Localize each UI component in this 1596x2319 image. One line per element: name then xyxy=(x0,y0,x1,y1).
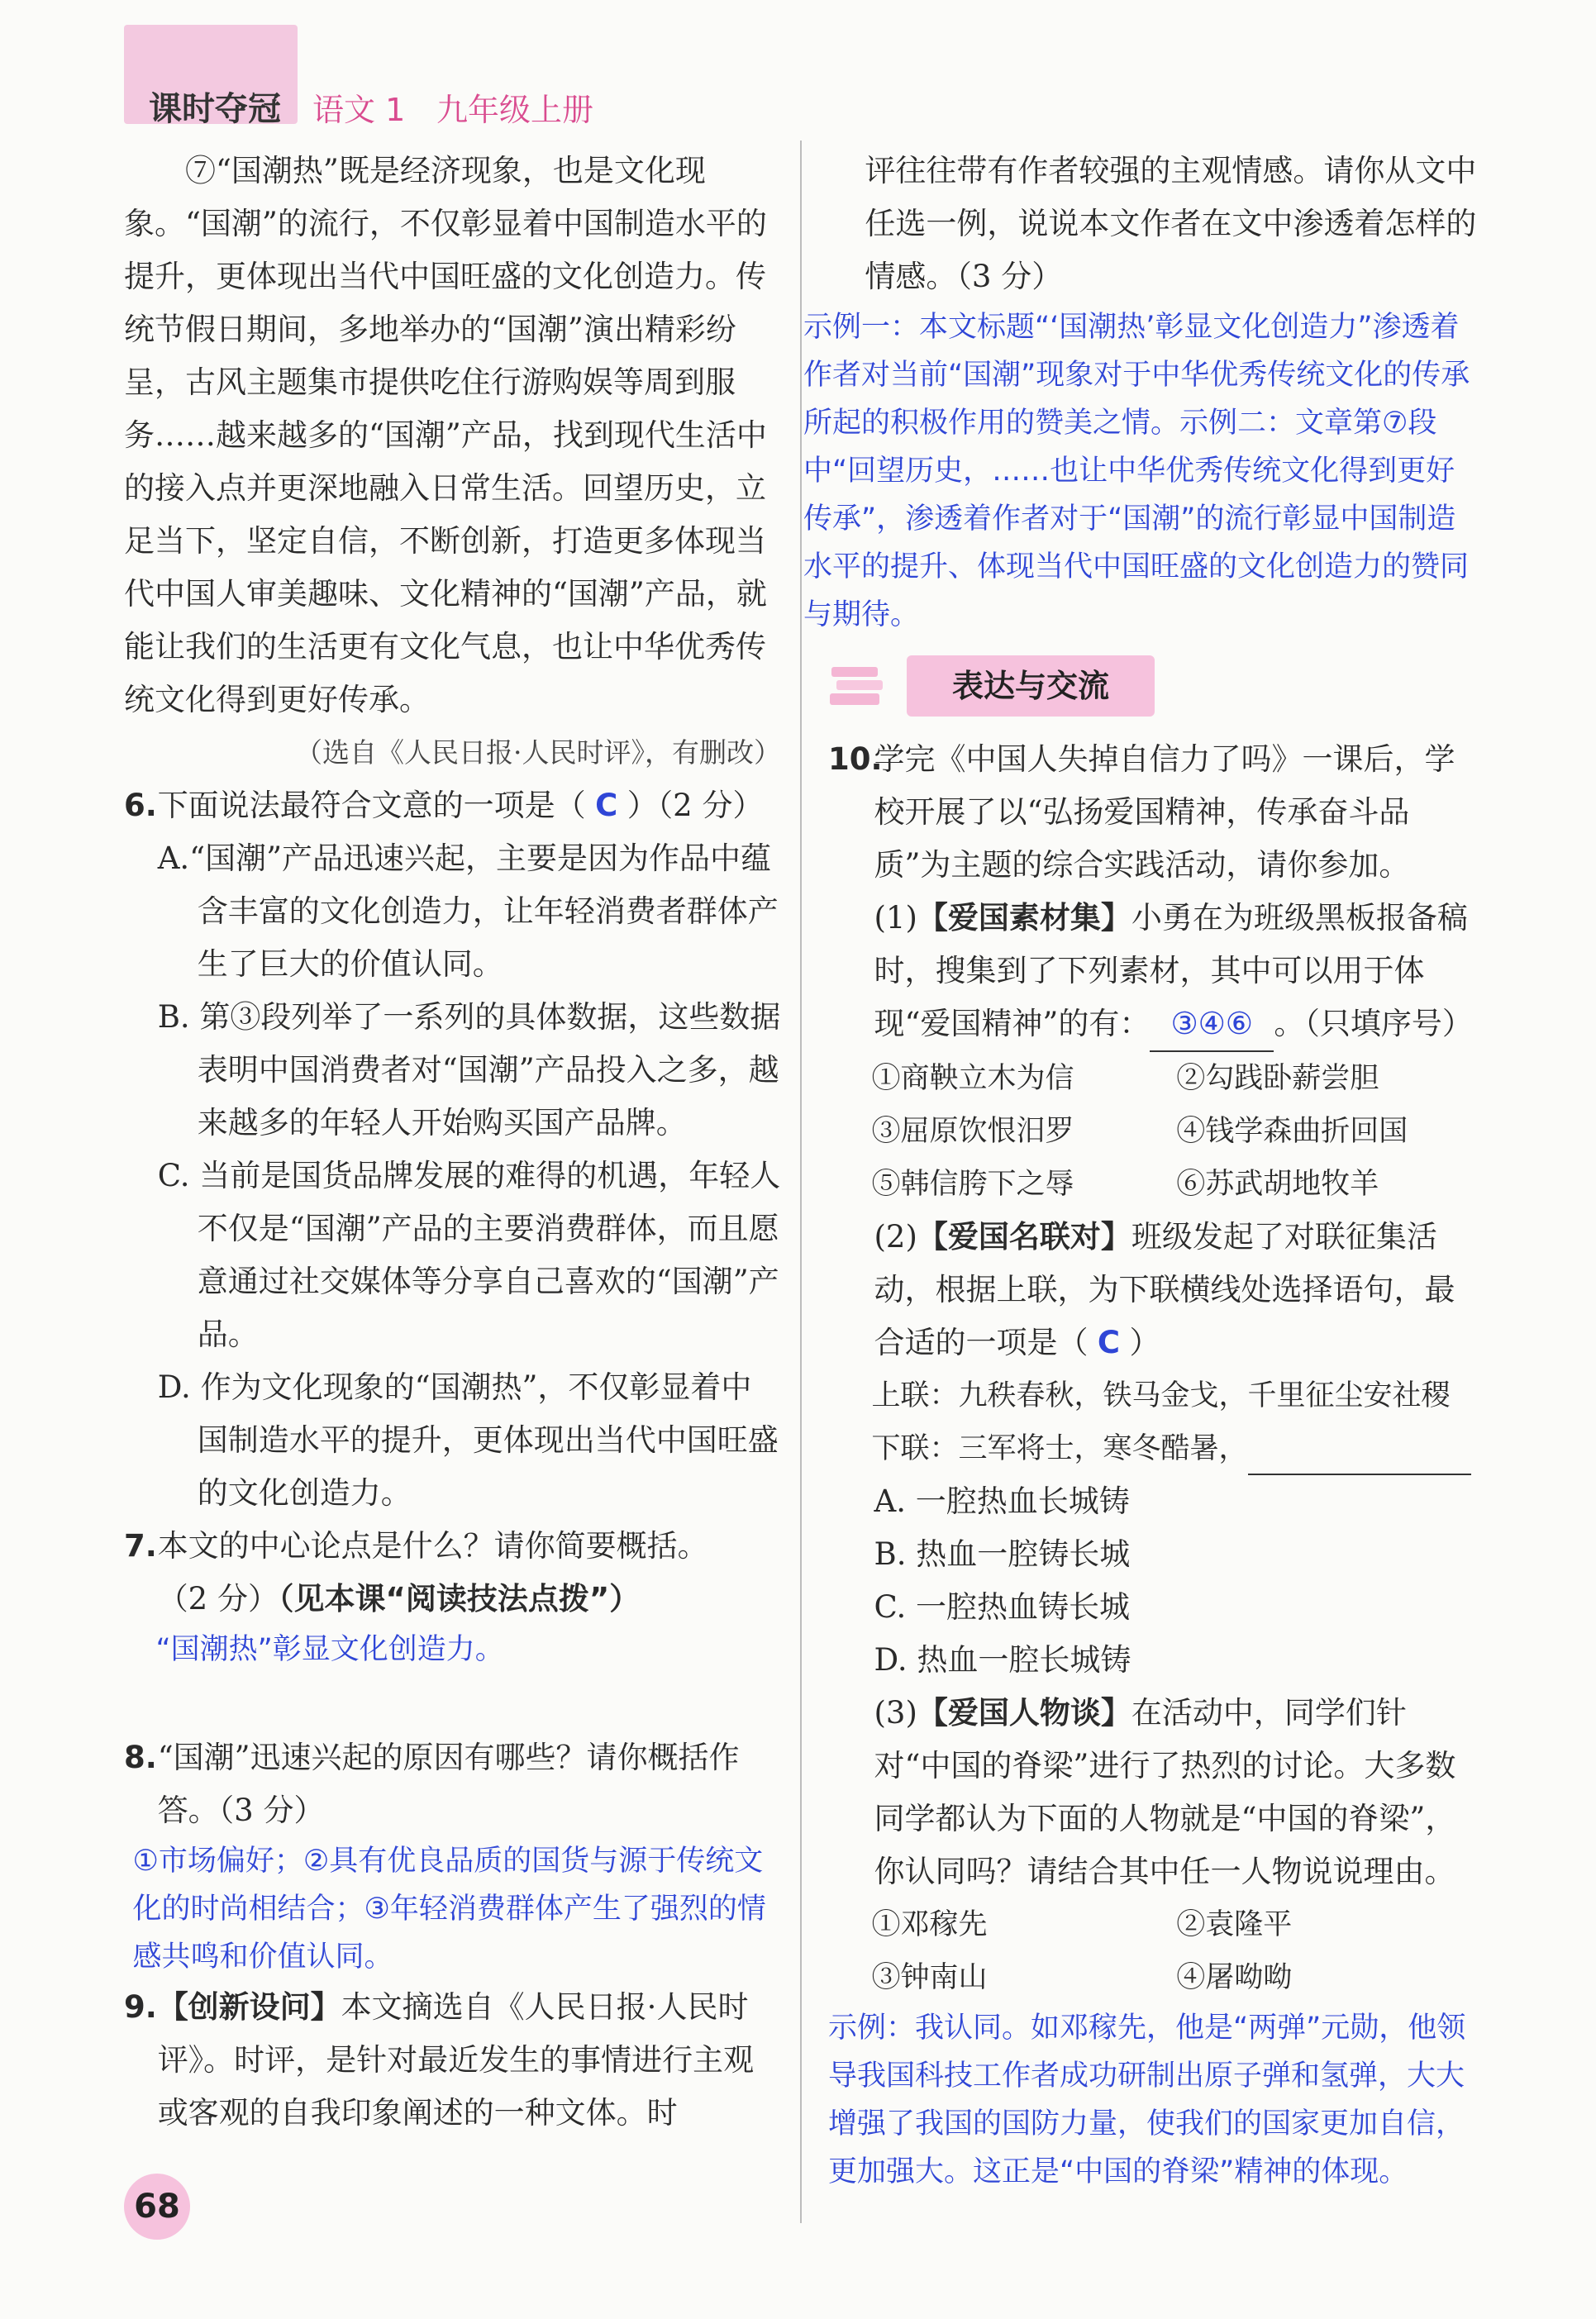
question-7 xyxy=(124,1520,781,1626)
question-8 xyxy=(124,1731,781,1837)
right-column xyxy=(803,145,1481,2196)
sub-tag: 【爱国名联对】 xyxy=(917,1219,1131,1255)
answer-10-3: 示例：我认同。如邓稼先，他是“两弹”元勋，他领导我国科技工作者成功研制出原子弹和氢弹，大大增强了我国的国防力量，使我们的国家更加自信，更加强大。这正是“中国的脊梁”精神的体现。 xyxy=(828,2012,1466,2188)
list-item: ④屠呦呦 xyxy=(1176,1961,1293,1994)
answer-7: “国潮热”彰显文化创造力。 xyxy=(155,1633,504,1666)
sub-text: 班级发起了对联征集活动，根据上联，为下联横线处选择语句，最合适的一项是（ xyxy=(874,1219,1455,1360)
method-hint: （见本课“阅读技法点拨”） xyxy=(279,1581,641,1617)
answer-choice: C xyxy=(1097,1325,1121,1360)
column-divider xyxy=(800,140,802,2223)
option-b: B. 热血一腔铸长城 xyxy=(874,1536,1131,1572)
header-brand: 课时夺冠 xyxy=(149,90,281,128)
question-9 xyxy=(124,1981,781,2140)
question-number: 8. xyxy=(124,1740,157,1775)
option-d: D. 热血一腔长城铸 xyxy=(874,1642,1131,1678)
sub-tag: 【爱国素材集】 xyxy=(917,900,1131,936)
couplet-lower xyxy=(828,1422,1481,1475)
question-score: ）（2 分） xyxy=(626,788,764,823)
list-item: ④钱学森曲折回国 xyxy=(1176,1115,1408,1148)
sub-text: 小勇在为班级黑板报备稿时，搜集到了下列素材，其中可以用于体现“爱国精神”的有： xyxy=(874,900,1468,1041)
question-tag: 【创新设问】 xyxy=(157,1989,341,2025)
paragraph-7: ⑦“国潮热”既是经济现象，也是文化现象。“国潮”的流行，不仅彰显着中国制造水平的提升，更体现出当代中国旺盛的文化创造力。传统节假日期间，多地举办的“国潮”演出精彩纷呈，古风主题集市提供吃住行游购娱等周到服务……越来越多的“国潮”产品，找到现代生活中的接入点并更深地融入日常生活。回望历史，立足当下，坚定自信，不断创新，打造更多体现当代中国人审美趣味、文化精神的“国潮”产品，就能让我们的生活更有文化气息，也让中华优秀传统文化得到更好传承。 xyxy=(124,153,767,717)
question-stem: 学完《中国人失掉自信力了吗》一课后，学校开展了以“弘扬爱国精神，传承奋斗品质”为主题的综合实践活动，请你参加。 xyxy=(874,741,1455,883)
question-9-continued: 评往往带有作者较强的主观情感。请你从文中任选一例，说说本文作者在文中渗透着怎样的情感。（3 分） xyxy=(865,153,1477,294)
sub-prefix: (2) xyxy=(874,1219,917,1255)
question-stem: “国潮”迅速兴起的原因有哪些？请你概括作答。（3 分） xyxy=(157,1740,740,1828)
header-subject: 语文 1 xyxy=(312,92,406,128)
list-item: ③屈原饮恨汨罗 xyxy=(871,1115,1074,1148)
header-grade: 九年级上册 xyxy=(436,92,594,128)
sub-question-2 xyxy=(828,1211,1481,1369)
list-item: ⑥苏武胡地牧羊 xyxy=(1176,1168,1379,1201)
section-title xyxy=(828,650,1481,725)
sub-question-1 xyxy=(828,892,1481,1052)
question-number: 9. xyxy=(124,1989,157,2025)
answer-line xyxy=(1248,1440,1471,1475)
people-list xyxy=(828,1898,1481,2004)
sub-close: ） xyxy=(1129,1325,1160,1360)
sub-question-3 xyxy=(828,1687,1481,1898)
couplet-lower-text: 下联：三军将士，寒冬酷暑， xyxy=(871,1432,1248,1465)
sub-suffix: 。（只填序号） xyxy=(1274,1006,1473,1041)
question-stem: 本文摘选自《人民日报·人民时评》。时评，是针对最近发生的事情进行主观或客观的自我印象阐述的一种文体。时 xyxy=(157,1989,755,2131)
sub-prefix: (1) xyxy=(874,900,917,936)
question-stem: 本文的中心论点是什么？请你简要概括。 xyxy=(157,1528,708,1564)
option-a: A. 一腔热血长城铸 xyxy=(874,1483,1130,1519)
left-column xyxy=(124,145,781,2140)
list-item: ⑤韩信胯下之辱 xyxy=(871,1168,1074,1201)
option-a: A.“国潮”产品迅速兴起，主要是因为作品中蕴含丰富的文化创造力，让年轻消费者群体产生了巨大的价值认同。 xyxy=(157,840,779,982)
answer-blank: ③④⑥ xyxy=(1150,998,1274,1052)
material-list xyxy=(828,1052,1481,1211)
option-b: B. 第③段列举了一系列的具体数据，这些数据表明中国消费者对“国潮”产品投入之多，越来越多的年轻人开始购买国产品牌。 xyxy=(157,999,781,1140)
answer-choice: C xyxy=(595,788,618,823)
option-c: C. 一腔热血铸长城 xyxy=(874,1589,1131,1625)
sub-prefix: (3) xyxy=(874,1695,917,1731)
list-item: ②勾践卧薪尝胆 xyxy=(1176,1062,1379,1095)
list-item: ①邓稼先 xyxy=(871,1908,988,1941)
book-stack-icon xyxy=(828,660,888,712)
option-c: C. 当前是国货品牌发展的难得的机遇，年轻人不仅是“国潮”产品的主要消费群体，而且愿意通过社交媒体等分享自己喜欢的“国潮”产品。 xyxy=(157,1158,781,1352)
question-score: （2 分） xyxy=(157,1581,279,1617)
answer-8: ①市场偏好；②具有优良品质的国货与源于传统文化的时尚相结合；③年轻消费群体产生了强烈的情感共鸣和价值认同。 xyxy=(132,1845,766,1974)
question-6 xyxy=(124,779,781,832)
answer-9: 示例一：本文标题“‘国潮热’彰显文化创造力”渗透着作者对当前“国潮”现象对于中华优秀传统文化的传承所起的积极作用的赞美之情。示例二：文章第⑦段中“回望历史，……也让中华优秀传统文化得到更好传承”，渗透着作者对于“国潮”的流行彰显中国制造水平的提升、体现当代中国旺盛的文化创造力的赞同与期待。 xyxy=(803,311,1470,631)
question-number: 6. xyxy=(124,788,157,823)
page-number: 68 xyxy=(124,2174,190,2240)
list-item: ③钟南山 xyxy=(871,1961,988,1994)
source-citation: （选自《人民日报·人民时评》，有删改） xyxy=(295,736,781,769)
question-stem: 下面说法最符合文意的一项是（ xyxy=(157,788,586,823)
question-number: 7. xyxy=(124,1528,157,1564)
question-number: 10. xyxy=(828,741,883,777)
sub-text: 在活动中，同学们针对“中国的脊梁”进行了热烈的讨论。大多数同学都认为下面的人物就是“中国的脊梁”，你认同吗？请结合其中任一人物说说理由。 xyxy=(874,1695,1456,1889)
list-item: ①商鞅立木为信 xyxy=(871,1062,1074,1095)
section-label: 表达与交流 xyxy=(907,655,1155,717)
option-d: D. 作为文化现象的“国潮热”，不仅彰显着中国制造水平的提升，更体现出当代中国旺盛的文化创造力。 xyxy=(157,1369,779,1511)
sub-tag: 【爱国人物谈】 xyxy=(917,1695,1131,1731)
list-item: ②袁隆平 xyxy=(1176,1908,1293,1941)
question-10 xyxy=(828,733,1481,892)
couplet-upper: 上联：九秩春秋，铁马金戈，千里征尘安社稷 xyxy=(871,1379,1451,1412)
